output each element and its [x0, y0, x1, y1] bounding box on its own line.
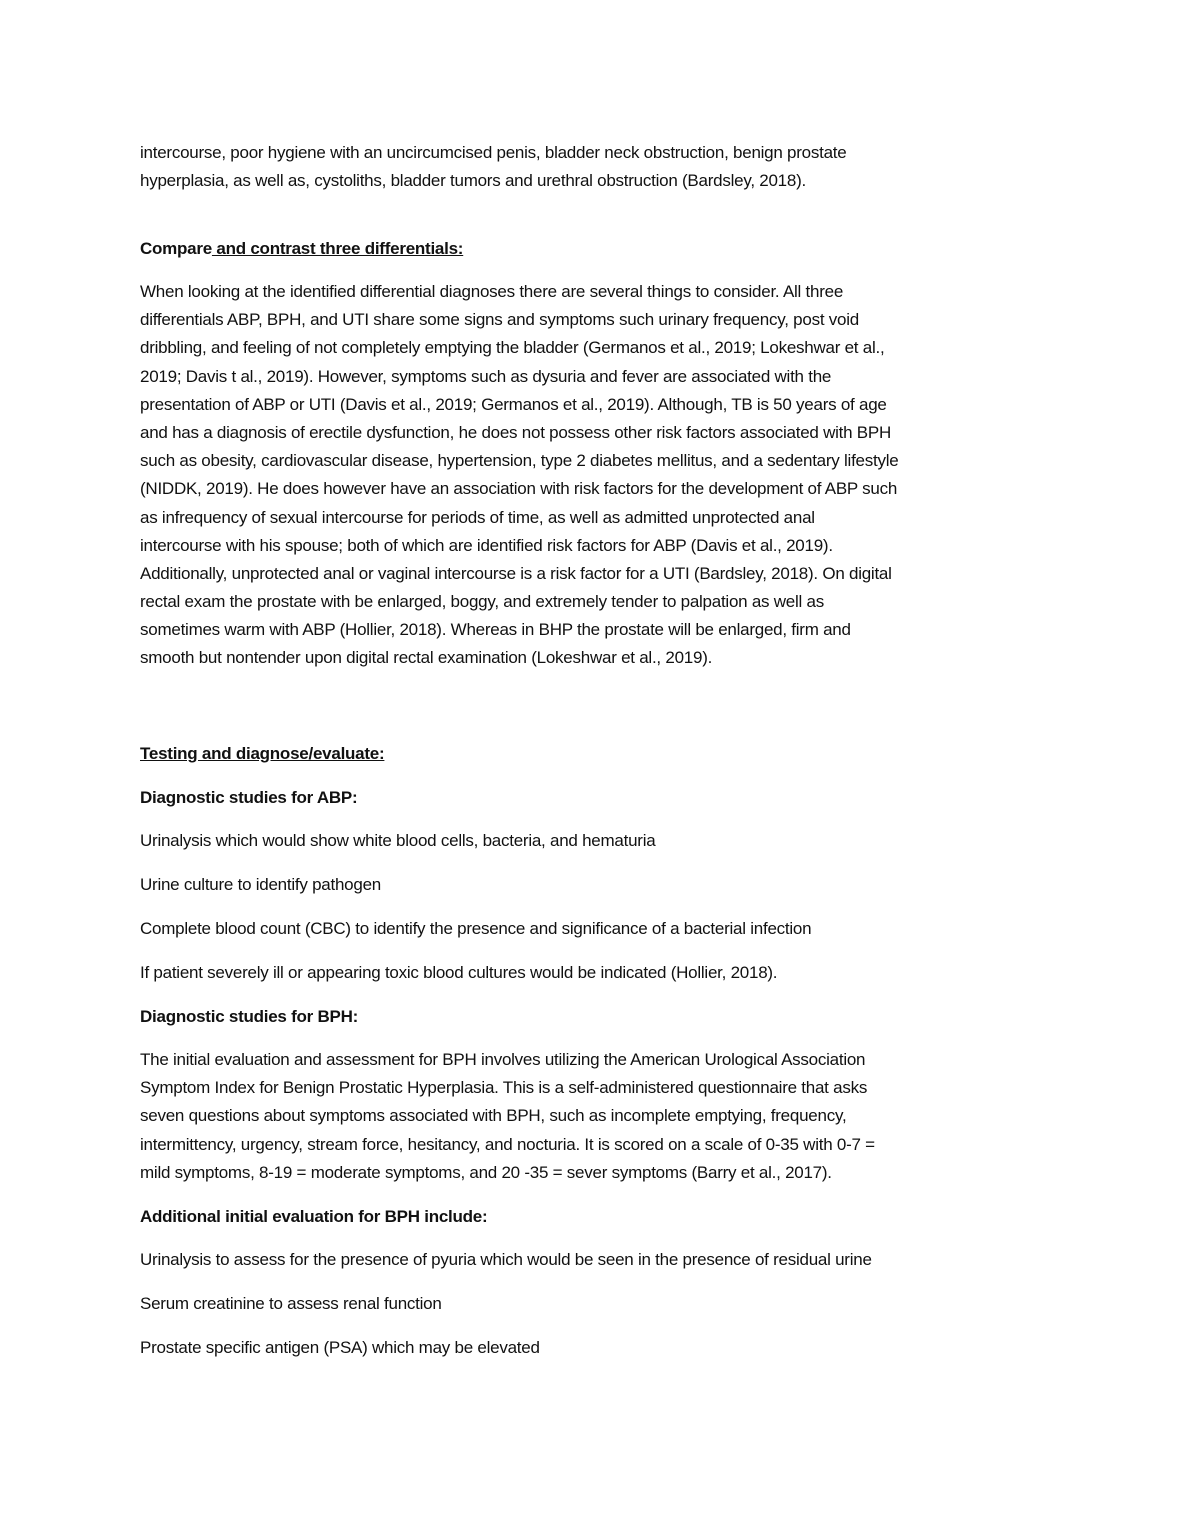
text-line: intercourse, poor hygiene with an uncircumcised penis, bladder neck obstruction, benign prostate — [140, 143, 847, 162]
text-line: sometimes warm with ABP (Hollier, 2018). Whereas in BHP the prostate will be enlarged, firm and — [140, 620, 851, 640]
text-line: smooth but nontender upon digital rectal examination (Lokeshwar et al., 2019). — [140, 648, 713, 668]
abp-item: Complete blood count (CBC) to identify the presence and significance of a bacterial infection — [140, 919, 812, 938]
text-line: (NIDDK, 2019). He does however have an association with risk factors for the development of ABP such — [140, 479, 898, 499]
text-line: The initial evaluation and assessment for BPH involves utilizing the American Urological Association — [140, 1050, 866, 1069]
intro-paragraph — [140, 139, 846, 195]
text-line: presentation of ABP or UTI (Davis et al., 2019; Germanos et al., 2019). Although, TB is 50 years of age — [140, 394, 887, 414]
additional-item: Urinalysis to assess for the presence of pyuria which would be seen in the presence of residual urine — [140, 1250, 872, 1269]
heading-compare-part1: Compare — [140, 239, 212, 258]
text-line: as infrequency of sexual intercourse for periods of time, as well as admitted unprotected anal — [140, 507, 815, 527]
heading-abp: Diagnostic studies for ABP: — [140, 788, 358, 807]
abp-item: Urine culture to identify pathogen — [140, 875, 381, 894]
text-line: When looking at the identified differential diagnoses there are several things to consider. All three — [140, 282, 844, 301]
text-line: seven questions about symptoms associated with BPH, such as incomplete emptying, frequency, — [140, 1106, 847, 1126]
heading-compare-part2: and contrast three differentials: — [211, 239, 464, 258]
heading-compare — [140, 235, 463, 263]
bph-paragraph — [140, 1046, 875, 1187]
text-line: intermittency, urgency, stream force, hesitancy, and nocturia. It is scored on a scale of 0-35 with 0-7 = — [140, 1134, 875, 1154]
heading-testing: Testing and diagnose/evaluate: — [140, 744, 385, 763]
text-line: Symptom Index for Benign Prostatic Hyperplasia. This is a self-administered questionnaire that asks — [140, 1078, 868, 1098]
text-line: 2019; Davis t al., 2019). However, symptoms such as dysuria and fever are associated with the — [140, 366, 832, 386]
text-line: and has a diagnosis of erectile dysfunction, he does not possess other risk factors associated with BPH — [140, 422, 892, 442]
heading-additional: Additional initial evaluation for BPH include: — [140, 1207, 488, 1226]
text-line: Additionally, unprotected anal or vaginal intercourse is a risk factor for a UTI (Bardsley, 2018). On digital — [140, 563, 892, 583]
text-line: differentials ABP, BPH, and UTI share some signs and symptoms such urinary frequency, post void — [140, 310, 859, 330]
text-line: rectal exam the prostate with be enlarged, boggy, and extremely tender to palpation as well as — [140, 592, 824, 612]
additional-item: Serum creatinine to assess renal function — [140, 1294, 442, 1313]
abp-item: If patient severely ill or appearing toxic blood cultures would be indicated (Hollier, 2018). — [140, 963, 778, 982]
compare-paragraph — [140, 278, 898, 673]
heading-bph: Diagnostic studies for BPH: — [140, 1007, 359, 1026]
abp-item: Urinalysis which would show white blood cells, bacteria, and hematuria — [140, 831, 656, 850]
text-line: mild symptoms, 8-19 = moderate symptoms, and 20 -35 = sever symptoms (Barry et al., 2017). — [140, 1162, 832, 1182]
text-line: such as obesity, cardiovascular disease, hypertension, type 2 diabetes mellitus, and a sedentary lifestyle — [140, 451, 899, 471]
additional-item: Prostate specific antigen (PSA) which may be elevated — [140, 1338, 540, 1357]
text-line: dribbling, and feeling of not completely emptying the bladder (Germanos et al., 2019; Lokeshwar et al., — [140, 338, 885, 358]
text-line: intercourse with his spouse; both of which are identified risk factors for ABP (Davis et al., 2019). — [140, 535, 833, 555]
text-line: hyperplasia, as well as, cystoliths, bladder tumors and urethral obstruction (Bardsley, 2018). — [140, 171, 806, 191]
